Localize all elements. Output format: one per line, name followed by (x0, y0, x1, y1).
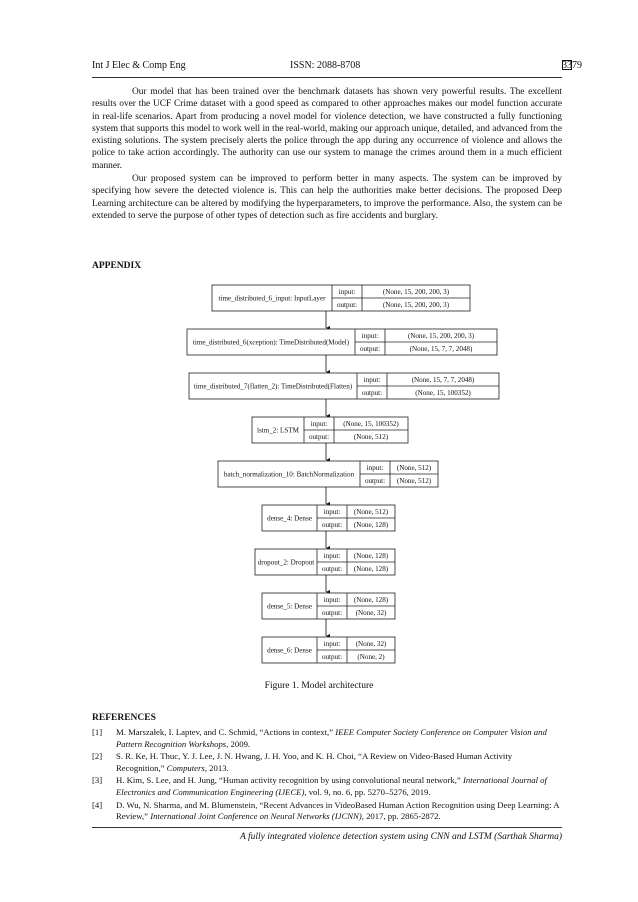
body-paragraph-1: Our model that has been trained over the benchmark datasets has shown very powerful results. The excellent results over the UCF Crime dataset with a good speed as compared to other approaches makes our model function accurate in real-life scenarios. Apart from producing a novel model for violence detection, we have constructed a fully functioning system that supports this model to work well in the real-world, making our approach unique, detailed, and advanced from the existing solutions. The system precisely alerts the police through the app during any occurrence of violence and allows the police to take action accordingly. The authority can use our system to manage the crimes around them in a much efficient manner. (92, 87, 562, 171)
output-label: output: (308, 433, 330, 441)
input-label: input: (366, 464, 384, 472)
input-shape: (None, 512) (396, 464, 432, 472)
input-shape: (None, 15, 7, 7, 2048) (411, 376, 475, 384)
output-label: output: (359, 345, 381, 353)
input-label: input: (363, 376, 381, 384)
reference-number: [3] (92, 775, 103, 786)
layer-name: dense_4: Dense (267, 514, 312, 523)
input-label: input: (323, 552, 341, 560)
layer-name: lstm_2: LSTM (257, 426, 299, 435)
input-shape: (None, 32) (355, 640, 387, 648)
layer-node (255, 549, 395, 575)
issn: ISSN: 2088-8708 (290, 60, 361, 71)
output-label: output: (321, 565, 343, 573)
output-shape: (None, 15, 200, 200, 3) (382, 301, 450, 309)
journal-name: Int J Elec & Comp Eng (92, 60, 186, 71)
input-shape: (None, 15, 200, 200, 3) (407, 332, 475, 340)
footer-rule (92, 827, 562, 828)
reference-list (92, 727, 562, 824)
reference-number: [1] (92, 727, 103, 737)
reference-number: [2] (92, 751, 103, 762)
appendix-title: APPENDIX (92, 261, 142, 271)
output-shape: (None, 128) (353, 521, 389, 529)
layer-name: batch_normalization_10: BatchNormalization (223, 470, 355, 479)
reference-venue: IEEE Computer Society Conference on Computer Vision and Pattern Recognition Workshops (116, 727, 547, 749)
page-number: 3379 (562, 60, 582, 71)
output-label: output: (321, 609, 343, 617)
layer-node (262, 505, 395, 531)
input-label: input: (310, 420, 328, 428)
reference-item: [1] M. Marszałek, I. Laptev, and C. Schmid, “Actions in context,” IEEE Computer Society Conference on Computer Vision and Pattern Recognition Workshops, 2009. (92, 727, 547, 749)
running-footer: A fully integrated violence detection system using CNN and LSTM (Sarthak Sharma) (240, 832, 562, 842)
reference-item: [3] H. Kim, S. Lee, and H. Jung, “Human activity recognition by using convolutional neural network,” International Journal of Electronics and Communication Engineering (IJECE), vol. 9, no. 6, pp. 5270–5276, 2019. (92, 775, 547, 797)
body-paragraph-2: Our proposed system can be improved to perform better in many aspects. The system can be improved by specifying how severe the detected violence is. This can help the authorities make better decisions. The proposed Deep Learning architecture can be altered by modifying the hyperparameters, to improve the performance. Also, the system can be extended to serve the purpose of other types of detection such as fire accidents and burglary. (92, 174, 562, 221)
layer-name: dropout_2: Dropout (257, 558, 315, 567)
output-shape: (None, 32) (355, 609, 387, 617)
layer-name: dense_5: Dense (267, 602, 312, 611)
input-label: input: (338, 288, 356, 296)
input-shape: (None, 128) (353, 596, 389, 604)
layer-node (218, 461, 438, 487)
output-label: output: (361, 389, 383, 397)
reference-venue: Computers (166, 762, 205, 773)
output-shape: (None, 512) (353, 433, 389, 441)
input-shape: (None, 128) (353, 552, 389, 560)
layer-node (262, 593, 395, 619)
layer-node (187, 329, 497, 355)
input-label: input: (361, 332, 379, 340)
layer-node (189, 373, 499, 399)
layer-name: time_distributed_6_input: InputLayer (218, 294, 326, 303)
output-shape: (None, 2) (357, 653, 385, 661)
output-shape: (None, 15, 100352) (415, 389, 471, 397)
input-label: input: (323, 596, 341, 604)
output-shape: (None, 512) (396, 477, 432, 485)
input-label: input: (323, 640, 341, 648)
figure-caption: Figure 1. Model architecture (264, 681, 374, 691)
reference-item: [2] S. R. Ke, H. Thuc, Y. J. Lee, J. N. Hwang, J. H. Yoo, and K. H. Choi, “A Review on Video-Based Human Activity Recognition,” Computers, 2013. (92, 751, 513, 773)
input-shape: (None, 15, 100352) (343, 420, 399, 428)
references-title: REFERENCES (92, 713, 156, 723)
output-shape: (None, 15, 7, 7, 2048) (409, 345, 473, 353)
output-label: output: (336, 301, 358, 309)
layer-name: time_distributed_6(xception): TimeDistributed(Model) (192, 338, 350, 347)
layer-node (252, 417, 408, 443)
layer-node (262, 637, 395, 663)
reference-venue: International Journal of Electronics and Communication Engineering (IJECE) (116, 775, 547, 797)
input-label: input: (323, 508, 341, 516)
layer-node (212, 285, 470, 311)
layer-name: dense_6: Dense (267, 646, 312, 655)
reference-venue: International Joint Conference on Neural Networks (IJCNN) (150, 811, 362, 822)
reference-item: [4] D. Wu, N. Sharma, and M. Blumenstein, “Recent Advances in VideoBased Human Action Recognition using Deep Learning: A Review,” International Joint Conference on Neural Networks (IJCNN), 2017, pp. 2865-2872. (92, 799, 559, 822)
output-shape: (None, 128) (353, 565, 389, 573)
reference-number: [4] (92, 799, 103, 810)
output-label: output: (364, 477, 386, 485)
input-shape: (None, 512) (353, 508, 389, 516)
output-label: output: (321, 653, 343, 661)
output-label: output: (321, 521, 343, 529)
input-shape: (None, 15, 200, 200, 3) (382, 288, 450, 296)
layer-name: time_distributed_7(flatten_2): TimeDistributed(Flatten) (193, 382, 353, 391)
